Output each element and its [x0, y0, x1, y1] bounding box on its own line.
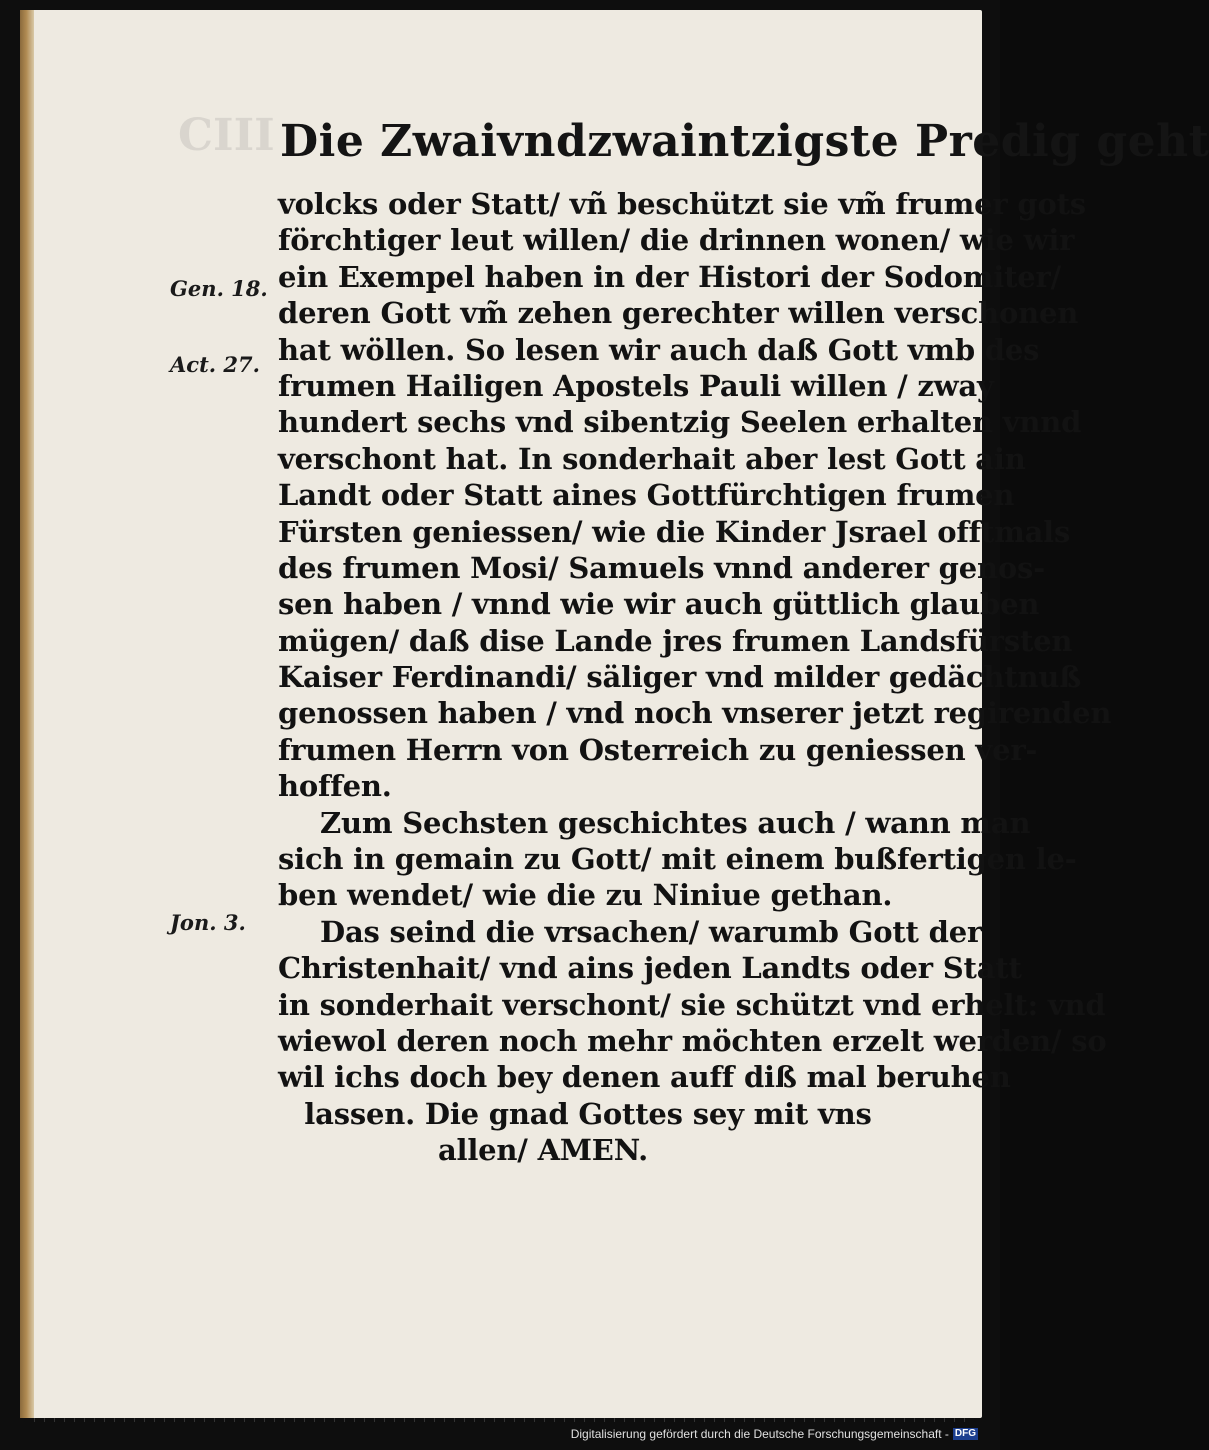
text-line: hundert sechs vnd sibentzig Seelen erhalten vnnd: [278, 405, 1082, 440]
text-line: förchtiger leut willen/ die drinnen wonen/ wie wir: [278, 223, 1075, 258]
text-line: Das seind die vrsachen/ warumb Gott der: [320, 914, 983, 949]
text-line: wil ichs doch bey denen auff diß mal beruhen: [278, 1060, 1011, 1095]
text-line: in sonderhait verschont/ sie schützt vnd erhelt: vnd: [278, 987, 1106, 1022]
text-line: Landt oder Statt aines Gottfürchtigen frumen: [278, 478, 1015, 513]
text-line: sich in gemain zu Gott/ mit einem bußfertigen le-: [278, 842, 1077, 877]
page-header: Die Zwaivndzwaintzigste Predig geht: [280, 116, 1209, 167]
text-line: Christenhait/ vnd ains jeden Landts oder Statt: [278, 951, 1022, 986]
text-line: verschont hat. In sonderhait aber lest Gott ain: [278, 441, 1026, 476]
text-line: wiewol deren noch mehr möchten erzelt werden/ so: [278, 1023, 1107, 1058]
margin-note-jonah: Jon. 3.: [170, 910, 246, 935]
bleed-through-text: CIII: [178, 110, 275, 161]
text-line: allen/ AMEN.: [437, 1133, 649, 1168]
text-line: mügen/ daß dise Lande jres frumen Landsfürsten: [278, 623, 1073, 658]
dfg-logo-icon: DFG: [954, 1428, 976, 1439]
margin-note-acts: Act. 27.: [170, 352, 260, 377]
text-line: hat wöllen. So lesen wir auch daß Gott vmb des: [278, 332, 1040, 367]
text-line: des frumen Mosi/ Samuels vnnd anderer genos-: [278, 550, 1045, 585]
footer-credit: Digitalisierung gefördert durch die Deutsche Forschungsgemeinschaft -: [570, 1427, 949, 1441]
text-line: lassen. Die gnad Gottes sey mit vns: [304, 1096, 872, 1131]
text-line: Kaiser Ferdinandi/ säliger vnd milder gedächtnuß: [278, 660, 1082, 695]
text-line: Zum Sechsten geschichtes auch / wann man: [320, 805, 1031, 840]
digitization-footer: [571, 1427, 978, 1441]
text-line: deren Gott vm̃ zehen gerechter willen verschonen: [278, 296, 1079, 331]
text-line: frumen Hailigen Apostels Pauli willen / zway: [278, 368, 994, 403]
text-line: genossen haben / vnd noch vnserer jetzt regirenden: [278, 696, 1112, 731]
text-line: Fürsten geniessen/ wie die Kinder Jsrael offtmals: [278, 514, 1071, 549]
scan-ruler: [34, 1418, 974, 1422]
margin-note-genesis: Gen. 18.: [170, 276, 268, 301]
text-line: hoffen.: [278, 769, 392, 804]
text-line: volcks oder Statt/ vñ beschützt sie vm̃ frumer gots: [278, 187, 1086, 221]
text-line: sen haben / vnnd wie wir auch güttlich glauben: [278, 587, 1040, 622]
text-line: ben wendet/ wie die zu Niniue gethan.: [278, 878, 893, 913]
text-line: frumen Herrn von Osterreich zu geniessen ver-: [278, 732, 1038, 767]
book-spine: [20, 10, 34, 1418]
text-line: ein Exempel haben in der Histori der Sodomiter/: [278, 259, 1062, 294]
sermon-text: [278, 186, 1112, 1169]
